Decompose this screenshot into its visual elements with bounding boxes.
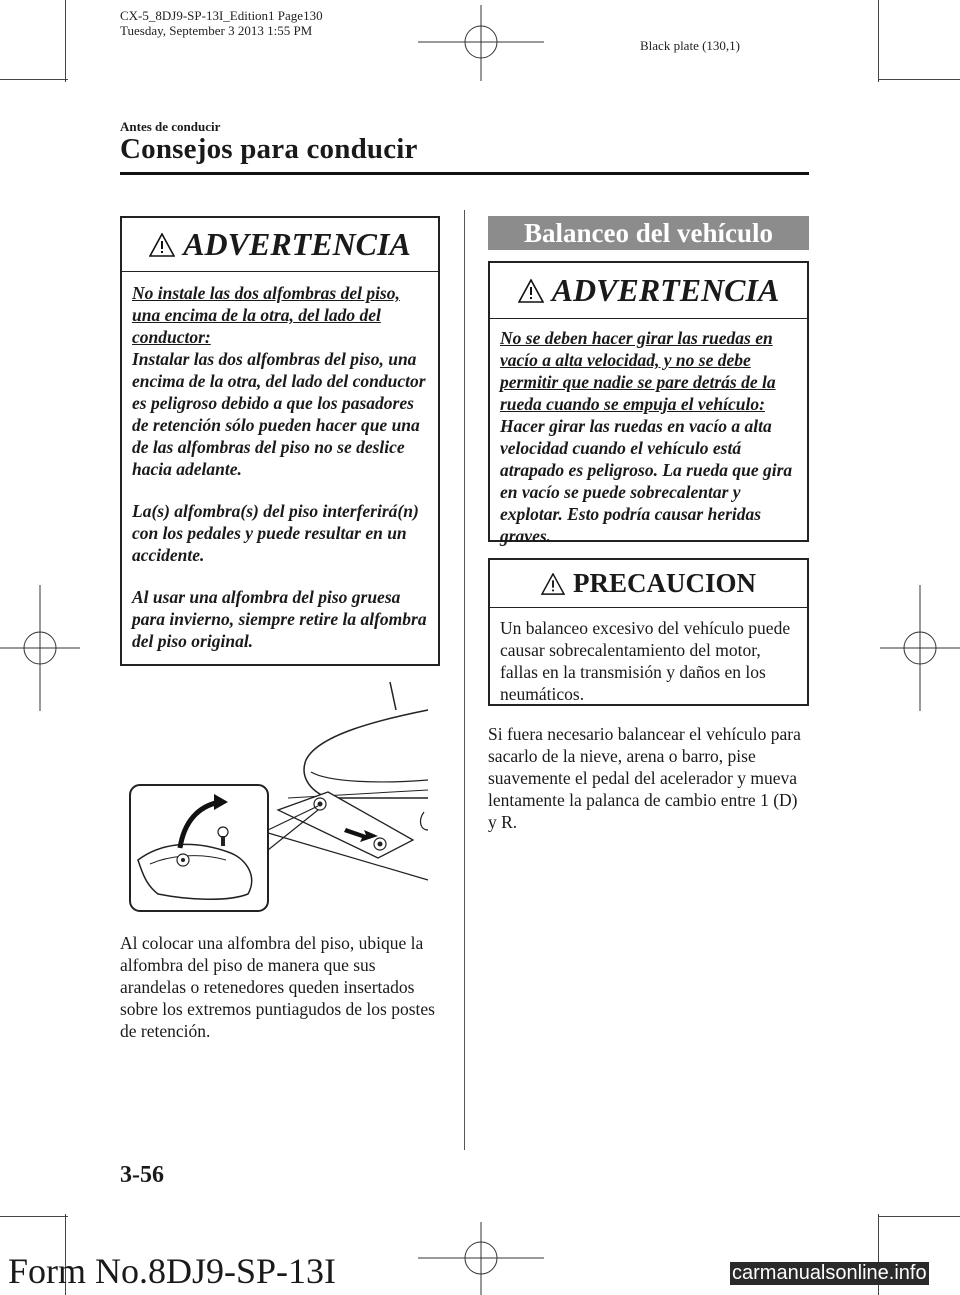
- warning-triangle-icon: [541, 573, 565, 595]
- registration-mark-left: [0, 585, 80, 711]
- registration-mark-top: [418, 5, 544, 81]
- file-info-line2: Tuesday, September 3 2013 1:55 PM: [120, 23, 313, 38]
- warning-title: ADVERTENCIA: [551, 272, 780, 308]
- warning-header: [490, 263, 807, 319]
- rocking-instructions: Si fuera necesario balancear el vehículo para sacarlo de la nieve, arena o barro, pise suavemente el pedal del acelerador y mueva lentamente la palanca de cambio entre 1 (D) y R.: [488, 724, 801, 832]
- warning-body: [490, 319, 807, 547]
- warning-box-rocking: [488, 261, 809, 546]
- page-number: 3-56: [120, 1162, 164, 1188]
- warning-title: ADVERTENCIA: [183, 226, 411, 262]
- warning-paragraph: Instalar las dos alfombras del piso, una encima de la otra, del lado del conductor es peligroso debido a que los pasadores de retención sólo pueden hacer que una de las alfombras del piso no se deslice hacia adelante.: [132, 349, 426, 479]
- warning-lead: No instale las dos alfombras del piso, una encima de la otra, del lado del conductor:: [132, 283, 400, 347]
- page-title: Consejos para conducir: [120, 133, 418, 165]
- warning-triangle-icon: [149, 233, 175, 257]
- warning-triangle-icon: [518, 279, 544, 303]
- caution-box: [488, 558, 809, 706]
- warning-paragraph: La(s) alfombra(s) del piso interferirá(n) con los pedales y puede resultar en un accidente.: [132, 501, 419, 565]
- registration-mark-right: [880, 585, 960, 711]
- plate-info: Black plate (130,1): [640, 38, 740, 53]
- caution-title: PRECAUCION: [572, 568, 756, 598]
- header-rule: [120, 172, 809, 175]
- warning-paragraph: Hacer girar las ruedas en vacío a alta velocidad cuando el vehículo está atrapado es peligroso. La rueda que gira en vacío se puede sobrecalentar y explotar. Esto podría causar heridas graves.: [500, 416, 793, 546]
- floor-mat-instructions: Al colocar una alfombra del piso, ubique la alfombra del piso de manera que sus arandelas o retenedores queden insertados sobre los extremos puntiagudos de los postes de retención.: [120, 933, 435, 1041]
- section-label: Antes de conducir: [120, 119, 221, 134]
- floor-mat-illustration: [128, 680, 438, 914]
- form-number: Form No.8DJ9-SP-13I: [8, 1251, 337, 1291]
- warning-paragraph: Al usar una alfombra del piso gruesa para invierno, siempre retire la alfombra del piso original.: [132, 587, 427, 651]
- registration-mark-bottom: [418, 1222, 544, 1295]
- warning-lead: No se deben hacer girar las ruedas en vacío a alta velocidad, y no se debe permitir que nadie se pare detrás de la rueda cuando se empuja el vehículo:: [500, 328, 776, 414]
- column-divider: [464, 210, 465, 1150]
- file-info-line1: CX-5_8DJ9-SP-13I_Edition1 Page130: [120, 8, 323, 23]
- file-info: [120, 8, 323, 38]
- caution-text: Un balanceo excesivo del vehículo puede causar sobrecalentamiento del motor, fallas en la transmisión y daños en los neumáticos.: [500, 618, 791, 704]
- watermark: carmanualsonline.info: [732, 1262, 927, 1284]
- warning-header: [122, 218, 438, 272]
- section-banner: Balanceo del vehículo: [488, 216, 809, 250]
- warning-box-floor-mats: [120, 216, 440, 666]
- warning-body: [122, 272, 438, 652]
- caution-header: [490, 560, 807, 608]
